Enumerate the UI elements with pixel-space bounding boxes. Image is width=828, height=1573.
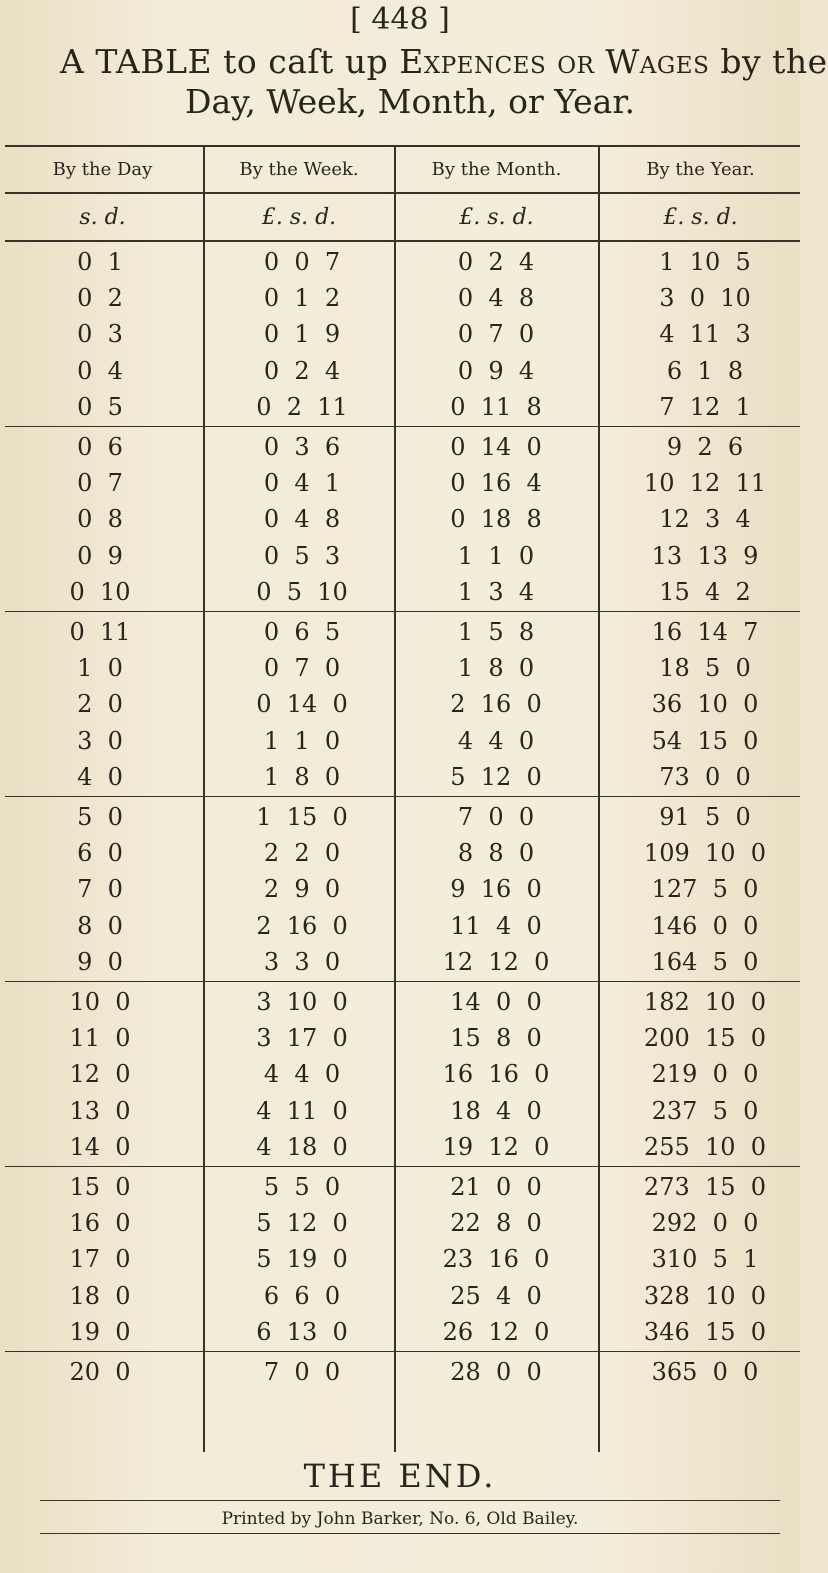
cell-day: 20 0: [69, 1358, 131, 1386]
cell-month: 7 0 0: [457, 803, 535, 831]
cell-day: 11 0: [69, 1024, 131, 1053]
cell-week: 0 3 6: [263, 433, 341, 461]
printer-imprint: Printed by John Barker, No. 6, Old Bailey.: [221, 1509, 579, 1529]
cell-year: 91 5 0: [659, 803, 751, 831]
cell-year: 292 0 0: [651, 1209, 759, 1238]
cell-month: 28 0 0: [450, 1358, 542, 1386]
cell-day: 0 6: [77, 433, 123, 461]
table-row: [0, 1241, 800, 1277]
cell-day: 7 0: [77, 875, 123, 904]
table-row: [0, 465, 800, 501]
cell-year: 18 5 0: [659, 654, 751, 683]
group-rule: [5, 611, 800, 612]
cell-month: 0 11 8: [450, 392, 542, 421]
cell-year: 146 0 0: [651, 911, 759, 940]
cell-month: 1 3 4: [457, 577, 535, 606]
cell-year: 237 5 0: [651, 1096, 759, 1125]
cell-year: 7 12 1: [659, 392, 751, 421]
cell-week: 2 9 0: [263, 875, 341, 904]
cell-week: 0 4 8: [263, 505, 341, 534]
cell-day: 0 3: [77, 320, 123, 349]
cell-week: 0 14 0: [256, 690, 348, 719]
cell-year: 10 12 11: [643, 469, 767, 498]
cell-day: 1 0: [77, 654, 123, 683]
cell-month: 5 12 0: [450, 762, 542, 791]
cell-month: 2 16 0: [450, 690, 542, 719]
page-number: [ 448 ]: [350, 2, 450, 37]
cell-week: 5 12 0: [256, 1209, 348, 1238]
units-week: £. s. d.: [261, 205, 337, 230]
cell-year: 3 0 10: [659, 284, 751, 313]
table-row: [0, 835, 800, 871]
cell-week: 4 18 0: [256, 1132, 348, 1161]
cell-day: 3 0: [77, 726, 123, 755]
cell-day: 12 0: [69, 1060, 131, 1089]
table-row: [0, 244, 800, 280]
cell-month: 0 16 4: [450, 469, 542, 498]
group-rule: [5, 426, 800, 427]
cell-week: 4 4 0: [263, 1060, 341, 1089]
imprint-rule-top: [40, 1500, 780, 1501]
cell-month: 0 7 0: [457, 320, 535, 349]
cell-year: 346 15 0: [643, 1317, 767, 1346]
table-row: [0, 799, 800, 835]
table-row: [0, 1354, 800, 1390]
table-row: [0, 353, 800, 389]
cell-month: 4 4 0: [457, 726, 535, 755]
group-rule: [5, 1166, 800, 1167]
cell-week: 0 1 9: [263, 320, 341, 349]
cell-year: 4 11 3: [659, 320, 751, 349]
cell-week: 0 2 4: [263, 356, 341, 385]
cell-day: 10 0: [69, 988, 131, 1016]
cell-week: 0 5 10: [256, 577, 348, 606]
cell-day: 0 5: [77, 392, 123, 421]
table-row: [0, 614, 800, 650]
cell-month: 1 8 0: [457, 654, 535, 683]
cell-day: 0 4: [77, 356, 123, 385]
cell-month: 23 16 0: [442, 1245, 550, 1274]
header-by-the-day: By the Day: [52, 159, 153, 180]
table-row: [0, 574, 800, 610]
cell-week: 0 7 0: [263, 654, 341, 683]
cell-day: 15 0: [69, 1173, 131, 1201]
cell-day: 0 10: [69, 577, 131, 606]
cell-month: 8 8 0: [457, 839, 535, 868]
cell-month: 0 14 0: [450, 433, 542, 461]
cell-month: 0 4 8: [457, 284, 535, 313]
cell-year: 1 10 5: [659, 248, 751, 276]
cell-week: 6 6 0: [263, 1281, 341, 1310]
cell-year: 273 15 0: [643, 1173, 767, 1201]
cell-day: 0 7: [77, 469, 123, 498]
title-part-d: by the: [709, 42, 828, 81]
cell-week: 7 0 0: [263, 1358, 341, 1386]
cell-year: 6 1 8: [666, 356, 744, 385]
cell-month: 26 12 0: [442, 1317, 550, 1346]
cell-week: 2 16 0: [256, 911, 348, 940]
cell-year: 15 4 2: [659, 577, 751, 606]
cell-day: 2 0: [77, 690, 123, 719]
header-rule: [5, 192, 800, 194]
cell-month: 15 8 0: [450, 1024, 542, 1053]
table-row: [0, 1205, 800, 1241]
cell-month: 0 9 4: [457, 356, 535, 385]
cell-year: 219 0 0: [651, 1060, 759, 1089]
cell-week: 1 8 0: [263, 762, 341, 791]
table-row: [0, 1020, 800, 1056]
cell-week: 3 3 0: [263, 947, 341, 976]
cell-week: 3 10 0: [256, 988, 348, 1016]
cell-day: 0 1: [77, 248, 123, 276]
table-row: [0, 280, 800, 316]
cell-day: 18 0: [69, 1281, 131, 1310]
cell-day: 8 0: [77, 911, 123, 940]
cell-week: 5 5 0: [263, 1173, 341, 1201]
cell-month: 12 12 0: [442, 947, 550, 976]
cell-week: 1 15 0: [256, 803, 348, 831]
cell-day: 14 0: [69, 1132, 131, 1161]
cell-month: 0 2 4: [457, 248, 535, 276]
table-row: [0, 316, 800, 352]
table-row: [0, 984, 800, 1020]
group-rule: [5, 796, 800, 797]
cell-year: 127 5 0: [651, 875, 759, 904]
cell-day: 9 0: [77, 947, 123, 976]
cell-week: 0 6 5: [263, 618, 341, 646]
table-row: [0, 1093, 800, 1129]
cell-month: 9 16 0: [450, 875, 542, 904]
cell-year: 255 10 0: [643, 1132, 767, 1161]
cell-day: 19 0: [69, 1317, 131, 1346]
cell-week: 0 5 3: [263, 541, 341, 570]
table-row: [0, 944, 800, 980]
cell-year: 109 10 0: [643, 839, 767, 868]
table-row: [0, 686, 800, 722]
cell-day: 0 9: [77, 541, 123, 570]
cell-year: 164 5 0: [651, 947, 759, 976]
cell-month: 0 18 8: [450, 505, 542, 534]
table-row: [0, 501, 800, 537]
cell-week: 0 4 1: [263, 469, 341, 498]
cell-month: 16 16 0: [442, 1060, 550, 1089]
units-year: £. s. d.: [663, 205, 738, 230]
header-by-the-year: By the Year.: [646, 159, 755, 180]
cell-day: 13 0: [69, 1096, 131, 1125]
table-row: [0, 1129, 800, 1165]
title-part-b: to caſt up: [212, 42, 400, 81]
cell-day: 17 0: [69, 1245, 131, 1274]
cell-year: 182 10 0: [643, 988, 767, 1016]
cell-year: 365 0 0: [651, 1358, 759, 1386]
imprint-rule-bottom: [40, 1533, 780, 1534]
units-month: £. s. d.: [459, 205, 534, 230]
units-rule: [5, 240, 800, 242]
cell-month: 14 0 0: [450, 988, 542, 1016]
cell-day: 5 0: [77, 803, 123, 831]
cell-month: 21 0 0: [450, 1173, 542, 1201]
cell-day: 0 8: [77, 505, 123, 534]
group-rule: [5, 981, 800, 982]
table-row: [0, 1278, 800, 1314]
cell-day: 0 11: [69, 618, 131, 646]
cell-month: 11 4 0: [450, 911, 542, 940]
cell-week: 3 17 0: [256, 1024, 348, 1053]
top-rule: [5, 145, 800, 147]
cell-day: 0 2: [77, 284, 123, 313]
cell-year: 12 3 4: [659, 505, 751, 534]
units-day: s. d.: [79, 205, 126, 230]
cell-year: 13 13 9: [651, 541, 759, 570]
the-end-text: THE END.: [303, 1457, 497, 1495]
cell-week: 6 13 0: [256, 1317, 348, 1346]
cell-week: 4 11 0: [256, 1096, 348, 1125]
cell-month: 22 8 0: [450, 1209, 542, 1238]
cell-week: 1 1 0: [263, 726, 341, 755]
cell-year: 200 15 0: [643, 1024, 767, 1053]
cell-year: 54 15 0: [651, 726, 759, 755]
title-part-a: A TABLE: [60, 42, 213, 81]
cell-year: 36 10 0: [651, 690, 759, 719]
table-row: [0, 429, 800, 465]
header-by-the-week: By the Week.: [239, 159, 359, 180]
table-row: [0, 1314, 800, 1350]
table-row: [0, 871, 800, 907]
table-row: [0, 908, 800, 944]
cell-year: 9 2 6: [666, 433, 744, 461]
cell-month: 18 4 0: [450, 1096, 542, 1125]
cell-year: 328 10 0: [643, 1281, 767, 1310]
cell-week: 0 0 7: [263, 248, 341, 276]
cell-month: 1 5 8: [457, 618, 535, 646]
header-by-the-month: By the Month.: [431, 159, 562, 180]
cell-week: 0 2 11: [256, 392, 348, 421]
cell-week: 2 2 0: [263, 839, 341, 868]
table-row: [0, 1169, 800, 1205]
table-title-line-2: Day, Week, Month, or Year.: [185, 82, 635, 121]
group-rule: [5, 1351, 800, 1352]
table-row: [0, 723, 800, 759]
cell-week: 5 19 0: [256, 1245, 348, 1274]
table-row: [0, 389, 800, 425]
title-part-c: Expences or Wages: [399, 42, 710, 81]
cell-year: 310 5 1: [651, 1245, 759, 1274]
cell-week: 0 1 2: [263, 284, 341, 313]
cell-month: 19 12 0: [442, 1132, 550, 1161]
cell-day: 16 0: [69, 1209, 131, 1238]
table-row: [0, 538, 800, 574]
cell-day: 4 0: [77, 762, 123, 791]
cell-year: 16 14 7: [651, 618, 759, 646]
table-row: [0, 650, 800, 686]
cell-month: 1 1 0: [457, 541, 535, 570]
cell-day: 6 0: [77, 839, 123, 868]
cell-year: 73 0 0: [659, 762, 751, 791]
table-row: [0, 1056, 800, 1092]
table-title-line-1: [60, 42, 828, 82]
cell-month: 25 4 0: [450, 1281, 542, 1310]
table-row: [0, 759, 800, 795]
